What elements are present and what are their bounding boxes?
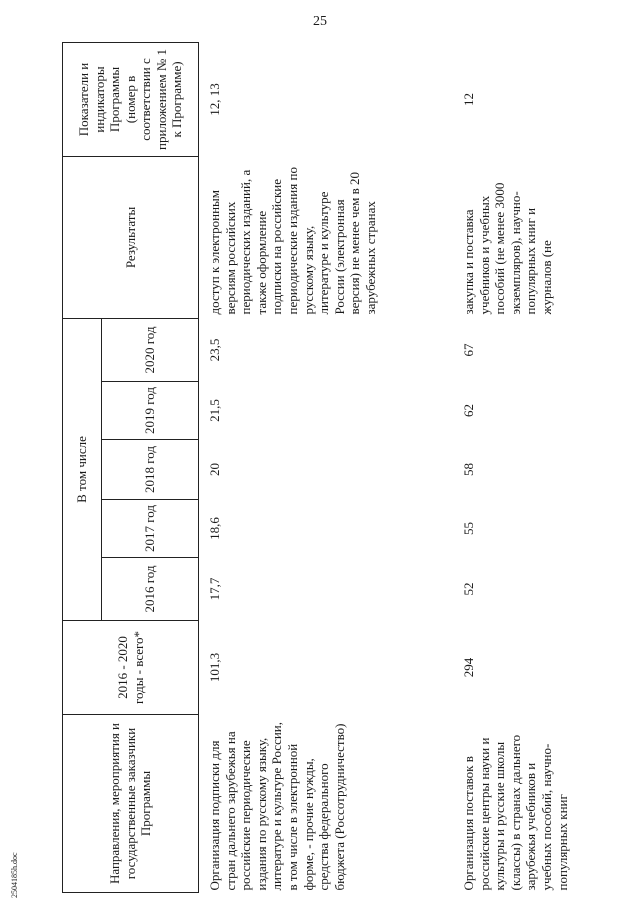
- row-2020: 23,5: [207, 338, 222, 362]
- row-total: 101,3: [207, 652, 222, 683]
- row-activity: Организация поставок в российские центры науки и культуры и русские школы (классы) в странах дальнего зарубежья учебников и учебных пособий, научно-популярных книг: [461, 734, 570, 891]
- row-2017: 55: [461, 522, 476, 535]
- file-name-label: 2504185h.doc: [10, 852, 19, 898]
- row-results: закупка и поставка учебников и учебных пособий (не менее 3000 экземпляров), научно-популярных книг и журналов (не: [461, 182, 554, 315]
- header-total: 2016 - 2020 годы - всего*: [63, 621, 199, 715]
- header-year-2016: 2016 год: [102, 558, 199, 621]
- row-2020: 67: [461, 343, 476, 357]
- page-number: 25: [313, 14, 327, 29]
- program-table-rotated: [62, 43, 622, 893]
- row-indicators: 12, 13: [207, 83, 222, 116]
- row-results: доступ к электронным версиям российских периодических изданий, а также оформление подписки на российские периодические издания по русскому языку, литературе и культуре России (электронная версия) не менее чем в 20 зарубежных странах: [207, 167, 378, 315]
- table-row: [453, 42, 617, 892]
- program-activities-table: [62, 42, 617, 893]
- header-year-2017: 2017 год: [102, 500, 199, 558]
- row-2018: 20: [207, 463, 222, 476]
- header-year-2018: 2018 год: [102, 440, 199, 500]
- table-row: [199, 42, 454, 892]
- row-indicators: 12: [461, 92, 476, 106]
- header-year-2020: 2020 год: [102, 318, 199, 381]
- row-activity: Организация подписки для стран дальнего зарубежья на российские периодические издания по русскому языку, литературе и культуре России, в том числе в электронной форме, - прочие нужды, средства федерального бюджета (Россотрудничество): [207, 721, 347, 891]
- row-2016: 52: [461, 582, 476, 596]
- row-2018: 58: [461, 463, 476, 476]
- row-total: 294: [461, 657, 476, 678]
- header-indicators: Показатели и индикаторы Программы (номер в соответствии с приложением № 1 к Программе): [63, 42, 199, 156]
- header-activity: Направления, мероприятия и государственные заказчики Программы: [63, 715, 199, 893]
- header-year-2019: 2019 год: [102, 382, 199, 440]
- header-in-total: В том числе: [63, 318, 102, 620]
- row-2019: 21,5: [207, 399, 222, 422]
- row-2019: 62: [461, 404, 476, 417]
- row-2016: 17,7: [207, 577, 222, 601]
- row-2017: 18,6: [207, 517, 222, 540]
- header-results: Результаты: [63, 156, 199, 318]
